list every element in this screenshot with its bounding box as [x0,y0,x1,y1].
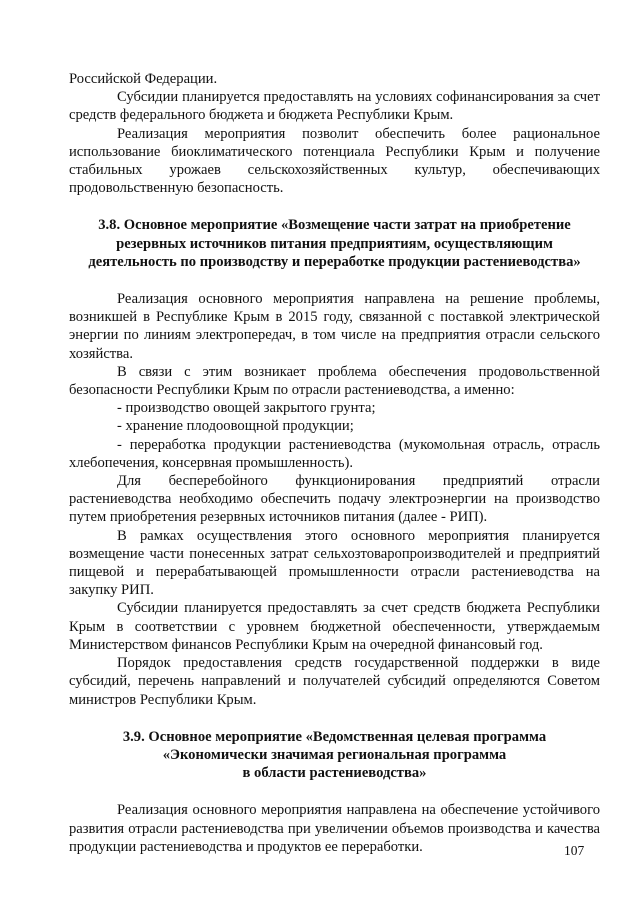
page-number: 107 [564,843,585,858]
section-3-9-body [69,801,600,856]
paragraph: Реализация основного мероприятия направлена на решение проблемы, возникшей в Республике Крым в 2015 году, связанной с поставкой электрической энергии по линиям электропередач, в том числе на предприятия отрасли сельского хозяйства. [69,291,600,362]
paragraph: В рамках осуществления этого основного мероприятия планируется возмещение части понесенных затрат сельхозтоваропроизводителей и предприятий пищевой и перерабатывающей промышленности отрасли растениеводства на закупку РИП. [69,527,600,599]
document-body [69,70,600,856]
section-heading-3-9 [69,728,600,783]
paragraph: В связи с этим возникает проблема обеспечения продовольственной безопасности Республики Крым по отрасли растениеводства, а именно: [69,363,600,399]
paragraph: Реализация основного мероприятия направлена на обеспечение устойчивого развития отрасли растениеводства при увеличении объемов производства и качества продукции растениеводства и продуктов ее переработки. [69,802,600,855]
section-heading-line: «Экономически значимая региональная программа [162,746,507,763]
section-3-8-body [69,290,600,709]
paragraph: Для бесперебойного функционирования предприятий отрасли растениеводства необходимо обеспечить подачу электроэнергии на производство путем приобретения резервных источников питания (далее - РИП). [69,473,600,526]
list-item: - хранение плодоовощной продукции; [117,418,354,435]
section-heading-line: 3.9. Основное мероприятие «Ведомственная целевая программа [122,728,547,745]
list-item: - производство овощей закрытого грунта; [117,400,376,417]
section-heading-3-8: 3.8. Основное мероприятие «Возмещение части затрат на приобретение резервных источников питания предприятиям, осуществляющим деятельность по производству и переработке продукции растениеводства» [88,217,581,270]
paragraph: Российской Федерации. [69,71,218,87]
paragraph: Субсидии планируется предоставлять на условиях софинансирования за счет средств федерального бюджета и бюджета Республики Крым. [69,89,600,124]
list-item: - переработка продукции растениеводства (мукомольная отрасль, отрасль хлебопечения, консервная промышленность). [69,436,600,471]
paragraph: Порядок предоставления средств государственной поддержки в виде субсидий, перечень направлений и получателей субсидий определяются Советом министров Республики Крым. [69,655,600,708]
paragraph: Реализация мероприятия позволит обеспечить более рациональное использование биоклиматического потенциала Республики Крым и получение стабильных урожаев сельскохозяйственных культур, обеспечивающих продовольственную безопасность. [69,125,600,197]
section-heading-line: в области растениеводства» [242,765,427,782]
paragraph: Субсидии планируется предоставлять за счет средств бюджета Республики Крым в соответствии с уровнем бюджетной обеспеченности, утверждаемым Министерством финансов Республики Крым на очередной финансовый год. [69,600,600,653]
